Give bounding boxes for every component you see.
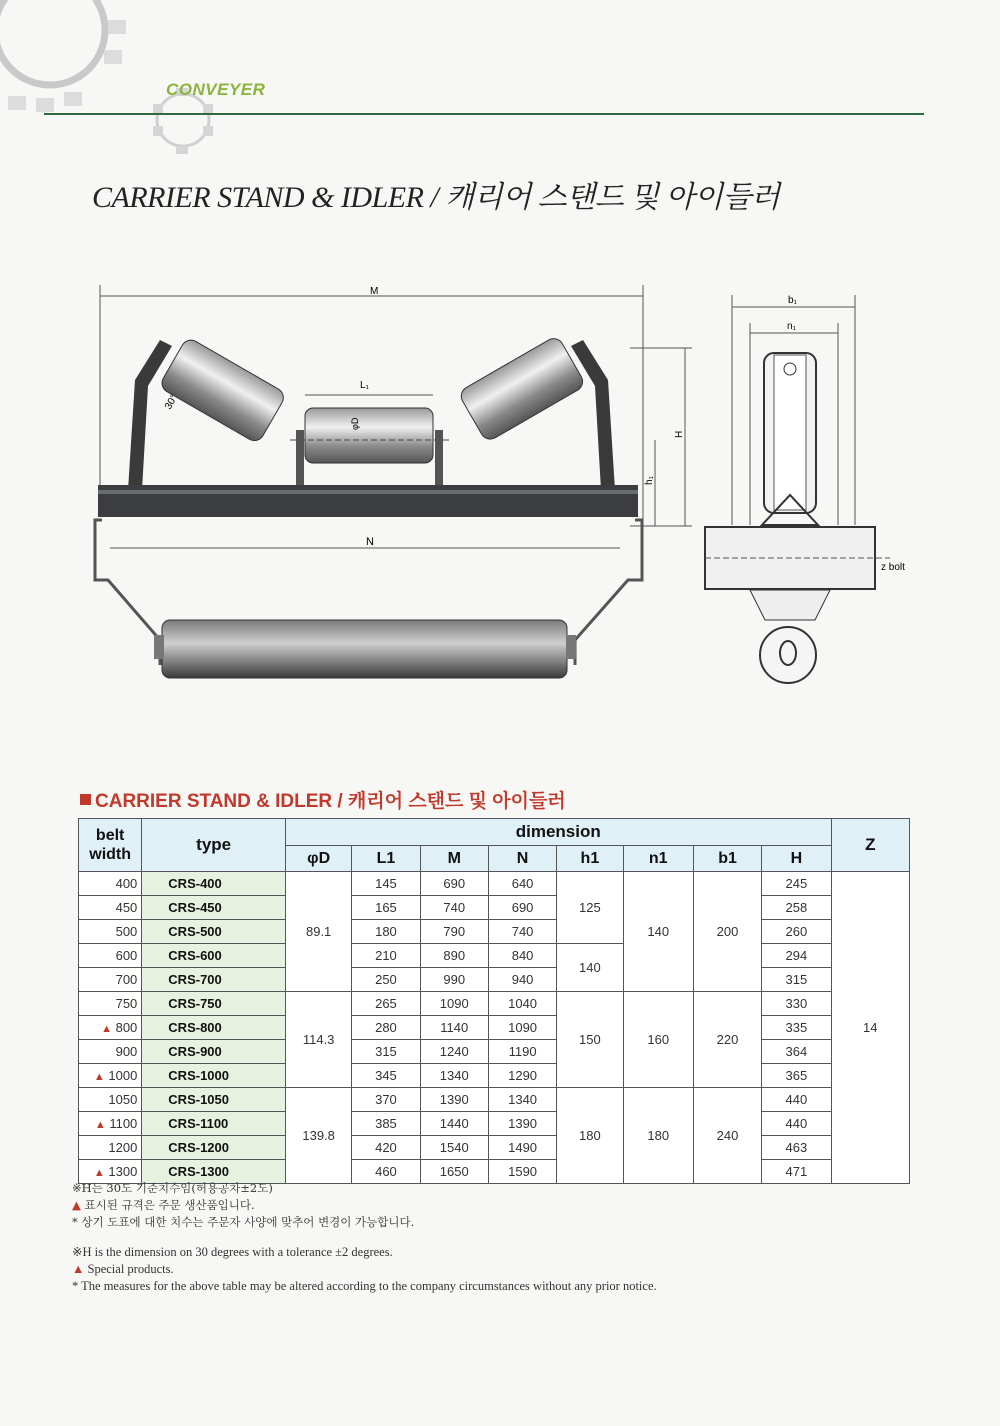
table-row [79, 1064, 910, 1088]
dim-n1-label: n₁ [787, 321, 796, 332]
h-cell: 294 [762, 944, 831, 968]
special-triangle-icon: ▲ [93, 1071, 105, 1083]
h-cell: 440 [762, 1112, 831, 1136]
col-header-m: M [420, 846, 488, 872]
n1-cell: 160 [623, 992, 693, 1088]
special-triangle-icon: ▲ [94, 1119, 106, 1131]
m-cell: 1390 [420, 1088, 488, 1112]
notes-korean [72, 1180, 414, 1231]
angle-label: 30° [163, 392, 181, 412]
type-cell: CRS-400 [142, 872, 286, 896]
col-header-h: H [762, 846, 831, 872]
b1-cell: 240 [693, 1088, 761, 1184]
brand-logo-text: CONVEYER [166, 80, 266, 99]
belt-width-cell: 400 [79, 872, 142, 896]
m-cell: 690 [420, 872, 488, 896]
h-cell: 463 [762, 1136, 831, 1160]
dim-n-label: N [366, 536, 374, 548]
l1-cell: 280 [352, 1016, 420, 1040]
l1-cell: 265 [352, 992, 420, 1016]
n-cell: 1340 [488, 1088, 556, 1112]
table-row [79, 1112, 910, 1136]
table-row [79, 872, 910, 896]
d-cell: 139.8 [285, 1088, 351, 1184]
section-title: CARRIER STAND & IDLER / 캐리어 스탠드 및 아이들러 [80, 786, 566, 813]
l1-cell: 420 [352, 1136, 420, 1160]
col-header-type: type [142, 819, 286, 872]
type-cell: CRS-1100 [142, 1112, 286, 1136]
dim-h-label: H [674, 430, 685, 438]
l1-cell: 250 [352, 968, 420, 992]
special-triangle-icon: ▲ [72, 1198, 81, 1212]
col-header-h1: h1 [557, 846, 623, 872]
table-row [79, 968, 910, 992]
belt-width-cell: 900 [79, 1040, 142, 1064]
h-cell: 335 [762, 1016, 831, 1040]
l1-cell: 460 [352, 1160, 420, 1184]
l1-cell: 145 [352, 872, 420, 896]
belt-width-cell: 1050 [79, 1088, 142, 1112]
col-header-dimension: dimension [285, 819, 831, 846]
n1-cell: 180 [623, 1088, 693, 1184]
l1-cell: 180 [352, 920, 420, 944]
page-title: CARRIER STAND & IDLER / 캐리어 스탠드 및 아이들러 [92, 181, 780, 214]
belt-width-cell: ▲ 800 [79, 1016, 142, 1040]
m-cell: 1340 [420, 1064, 488, 1088]
table-row [79, 896, 910, 920]
n-cell: 1040 [488, 992, 556, 1016]
m-cell: 990 [420, 968, 488, 992]
belt-width-cell: ▲ 1000 [79, 1064, 142, 1088]
col-header-b1: b1 [693, 846, 761, 872]
n-cell: 940 [488, 968, 556, 992]
type-cell: CRS-1000 [142, 1064, 286, 1088]
table-row [79, 1088, 910, 1112]
n-cell: 690 [488, 896, 556, 920]
note-en-1: ※H is the dimension on 30 degrees with a tolerance ±2 degrees. [72, 1245, 393, 1259]
col-header-d: φD [285, 846, 351, 872]
n-cell: 1290 [488, 1064, 556, 1088]
h-cell: 330 [762, 992, 831, 1016]
col-header-l1: L1 [352, 846, 420, 872]
z-cell: 14 [831, 872, 909, 1184]
type-cell: CRS-800 [142, 1016, 286, 1040]
section-bullet-icon [80, 794, 91, 805]
m-cell: 890 [420, 944, 488, 968]
h-cell: 258 [762, 896, 831, 920]
d-cell: 114.3 [285, 992, 351, 1088]
h-cell: 315 [762, 968, 831, 992]
l1-cell: 315 [352, 1040, 420, 1064]
note-ko-1: ※H는 30도 기준치수임(허용공차±2도) [72, 1181, 273, 1195]
dim-h1-label: h₁ [644, 476, 655, 485]
m-cell: 1140 [420, 1016, 488, 1040]
col-header-belt-width: belt width [79, 819, 142, 872]
type-cell: CRS-1300 [142, 1160, 286, 1184]
h-cell: 364 [762, 1040, 831, 1064]
side-view-drawing [700, 285, 920, 695]
l1-cell: 210 [352, 944, 420, 968]
h-cell: 245 [762, 872, 831, 896]
n-cell: 1090 [488, 1016, 556, 1040]
belt-width-cell: 700 [79, 968, 142, 992]
special-triangle-icon: ▲ [101, 1023, 112, 1035]
n-cell: 1490 [488, 1136, 556, 1160]
header-divider [44, 113, 924, 115]
belt-width-cell: 750 [79, 992, 142, 1016]
table-row [79, 1040, 910, 1064]
special-triangle-icon: ▲ [72, 1262, 85, 1276]
table-row [79, 992, 910, 1016]
type-cell: CRS-1050 [142, 1088, 286, 1112]
type-cell: CRS-900 [142, 1040, 286, 1064]
l1-cell: 385 [352, 1112, 420, 1136]
note-ko-2: ▲ 표시된 규격은 주문 생산품입니다. [72, 1198, 255, 1212]
belt-width-cell: 500 [79, 920, 142, 944]
m-cell: 790 [420, 920, 488, 944]
h1-cell: 125 [557, 872, 623, 944]
belt-width-cell: 1200 [79, 1136, 142, 1160]
type-cell: CRS-500 [142, 920, 286, 944]
d-cell: 89.1 [285, 872, 351, 992]
special-triangle-icon: ▲ [93, 1167, 105, 1179]
type-cell: CRS-600 [142, 944, 286, 968]
l1-cell: 345 [352, 1064, 420, 1088]
m-cell: 1090 [420, 992, 488, 1016]
h-cell: 365 [762, 1064, 831, 1088]
n-cell: 1390 [488, 1112, 556, 1136]
z-bolt-label: z bolt [881, 562, 905, 573]
dim-b1-label: b₁ [788, 295, 797, 306]
m-cell: 1440 [420, 1112, 488, 1136]
type-cell: CRS-750 [142, 992, 286, 1016]
notes-english [72, 1244, 657, 1295]
table-row [79, 944, 910, 968]
table-row [79, 1016, 910, 1040]
m-cell: 1240 [420, 1040, 488, 1064]
belt-width-cell: ▲ 1100 [79, 1112, 142, 1136]
spec-table [78, 818, 910, 1184]
b1-cell: 200 [693, 872, 761, 992]
h-cell: 260 [762, 920, 831, 944]
n1-cell: 140 [623, 872, 693, 992]
table-row [79, 1136, 910, 1160]
dim-m-label: M [370, 286, 379, 297]
note-ko-3: * 상기 도표에 대한 치수는 주문자 사양에 맞추어 변경이 가능합니다. [72, 1215, 415, 1229]
belt-width-cell: 450 [79, 896, 142, 920]
h1-cell: 140 [557, 944, 623, 992]
col-header-n1: n1 [623, 846, 693, 872]
m-cell: 1650 [420, 1160, 488, 1184]
h-cell: 471 [762, 1160, 831, 1184]
col-header-n: N [488, 846, 556, 872]
dim-l1-label: L₁ [360, 380, 369, 391]
l1-cell: 370 [352, 1088, 420, 1112]
type-cell: CRS-1200 [142, 1136, 286, 1160]
n-cell: 1190 [488, 1040, 556, 1064]
belt-width-cell: ▲ 1300 [79, 1160, 142, 1184]
h1-cell: 150 [557, 992, 623, 1088]
n-cell: 840 [488, 944, 556, 968]
note-en-3: * The measures for the above table may be altered according to the company circumstances without any prior notice. [72, 1279, 657, 1293]
h-cell: 440 [762, 1088, 831, 1112]
b1-cell: 220 [693, 992, 761, 1088]
type-cell: CRS-450 [142, 896, 286, 920]
front-view-drawing [90, 280, 710, 710]
n-cell: 640 [488, 872, 556, 896]
belt-width-cell: 600 [79, 944, 142, 968]
h1-cell: 180 [557, 1088, 623, 1184]
col-header-z: Z [831, 819, 909, 872]
dim-d-label: φD [350, 417, 360, 430]
m-cell: 740 [420, 896, 488, 920]
note-en-2: ▲ Special products. [72, 1262, 174, 1276]
n-cell: 740 [488, 920, 556, 944]
type-cell: CRS-700 [142, 968, 286, 992]
n-cell: 1590 [488, 1160, 556, 1184]
table-row [79, 920, 910, 944]
m-cell: 1540 [420, 1136, 488, 1160]
l1-cell: 165 [352, 896, 420, 920]
